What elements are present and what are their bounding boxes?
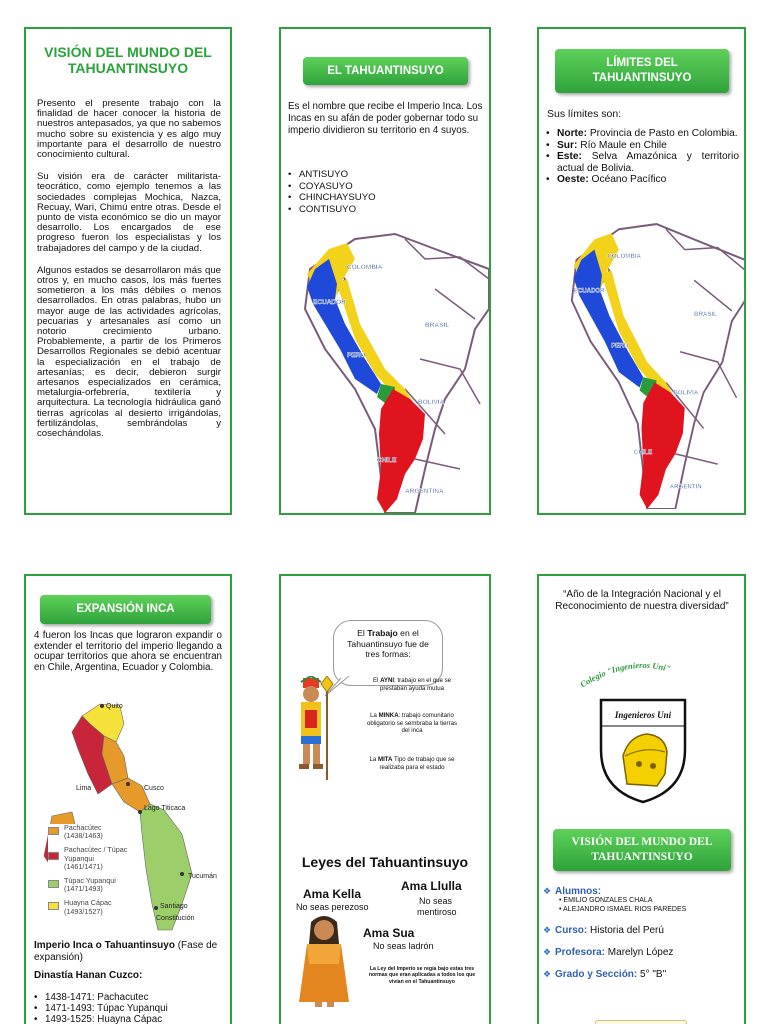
map-label-colombia: COLOMBIA xyxy=(607,252,641,260)
place-constitucion: Constitución xyxy=(156,915,195,922)
legend-years: (1471/1493) xyxy=(64,884,103,894)
banner-portada-line-2: TAHUANTINSUYO xyxy=(591,851,693,863)
limit-label: Oeste: xyxy=(557,174,589,185)
title-line-1: VISIÓN DEL MUNDO DEL xyxy=(44,44,212,60)
inca-woman-icon xyxy=(295,914,353,1008)
map-label-brasil: BRASIL xyxy=(425,322,450,329)
limit-item-sur xyxy=(544,140,739,152)
place-tucuman: Tucumán xyxy=(188,873,217,880)
panel-expansion xyxy=(24,574,232,1024)
trabajo-minka xyxy=(365,712,459,735)
inca-figure-icon xyxy=(287,676,337,788)
bubble-pre: El xyxy=(357,628,368,638)
panel-trabajo-leyes xyxy=(279,574,491,1024)
student-item: • EMILIO GONZALES CHALA xyxy=(559,897,653,904)
map-label-ecuador: ECUADOR xyxy=(313,299,346,306)
law-ama-sua-meaning: No seas ladrón xyxy=(373,941,434,951)
bubble-post: en el Tahuantinsuyo fue de tres formas: xyxy=(347,628,429,659)
limit-text: Selva Amazónica y territorio actual de Bolivia. xyxy=(557,151,739,174)
minka-bold: MINKA xyxy=(378,712,399,719)
ayni-pre: El xyxy=(372,677,381,684)
banner-limites-line-1: LÍMITES DEL xyxy=(606,57,678,69)
minka-text: : trabajo comunitario obligatorio se sembraba la tierras del inca xyxy=(366,712,458,735)
law-ama-llulla: Ama Llulla xyxy=(401,879,462,893)
expansion-caption xyxy=(34,940,226,963)
student-name: ALEJANDRO ISMAEL RIOS PAREDES xyxy=(563,905,687,913)
place-cusco: Cusco xyxy=(144,785,164,792)
place-lima: Lima xyxy=(76,785,92,792)
grade-value: 5° "B" xyxy=(640,969,667,980)
trabajo-ayni xyxy=(365,677,459,692)
place-santiago: Santiago xyxy=(160,903,188,910)
course-label: Curso: xyxy=(555,925,588,936)
limit-item-este xyxy=(544,151,739,174)
mita-bold: MITA xyxy=(378,756,393,763)
limit-text: Río Maule en Chile xyxy=(577,139,667,151)
mita-text: Tipo de trabajo que se realizaba para el estado xyxy=(379,756,455,771)
law-ama-llulla-meaning-2: mentiroso xyxy=(417,907,457,917)
panel-intro-title xyxy=(26,44,230,76)
map-label-bolivia: BOLIVIA xyxy=(418,399,445,406)
laws-title: Leyes del Tahuantinsuyo xyxy=(301,854,469,870)
intro-text xyxy=(37,99,221,439)
banner-limites xyxy=(555,49,729,93)
grade-row xyxy=(543,969,743,980)
limit-text: Provincia de Pasto en Colombia. xyxy=(587,128,738,139)
map-label-chile: CHILE xyxy=(633,448,653,456)
credits xyxy=(543,886,743,980)
students-list xyxy=(543,897,743,914)
legend-name: Túpac Yupanqui xyxy=(64,876,116,886)
banner-portada xyxy=(553,829,731,871)
school-arc-textpath: Colegio "Ingenieros Uni" xyxy=(578,659,672,690)
legend-swatch xyxy=(48,852,59,860)
place-quito: Quito xyxy=(106,703,123,710)
limit-text: Océano Pacífico xyxy=(588,174,667,185)
map-label-peru: PERU xyxy=(611,342,629,350)
bubble-text xyxy=(339,628,437,660)
banner-limites-line-2: TAHUANTINSUYO xyxy=(592,72,692,84)
suyos-map-svg xyxy=(285,229,489,513)
limit-label: Sur: xyxy=(557,139,578,151)
map-label-peru: PERU xyxy=(347,352,366,359)
legend-name: Pachacútec / Túpac Yupanqui xyxy=(64,845,128,863)
suyo-item: • CHINCHAYSUYO xyxy=(286,192,476,204)
banner-expansion: EXPANSIÓN INCA xyxy=(40,595,211,624)
legend-years: (1461/1471) xyxy=(64,861,103,871)
suyo-item: • CONTISUYO xyxy=(286,204,476,216)
law-ama-sua: Ama Sua xyxy=(363,926,415,940)
map-label-brasil: BRASIL xyxy=(694,310,717,319)
limit-label: Norte: xyxy=(557,128,587,139)
course-value: Historia del Perú xyxy=(590,925,664,936)
limit-label: Este: xyxy=(557,151,582,162)
mita-pre: La xyxy=(369,756,379,763)
expansion-legend xyxy=(48,824,130,916)
shield-text: Ingenieros Uni xyxy=(614,710,672,720)
students-row xyxy=(543,886,743,897)
map-label-colombia: COLOMBIA xyxy=(347,264,383,271)
ruler-item: • 1493-1525: Huayna Cápac xyxy=(32,1014,222,1024)
panel-limites xyxy=(537,27,746,515)
intro-paragraph-3: Algunos estados se desarrollaron más que otros y, en mucho casos, los más fuertes sometieron a los más débiles o menos desarrollados. En otras palabras, hubo un mayor auge de las actividades agrícolas, pecuarias y artesanales así como un notorio crecimiento urbano. Probablemente, a partir de los Primeros Desarrollos Regionales se debió acentuar la especialización en el trabajo de artesanías; es decir, debieron surgir artesanos especializados en cerámica, metalurgia-orfebrería, textilería y arquitectura. La tecnología hidráulica ganó tierras agrícolas al desierto irrigándolas, fertilizándolas, sembrándolas y cosechándolas. xyxy=(37,264,221,440)
limites-map-svg xyxy=(553,219,745,509)
bubble-bold: Trabajo xyxy=(367,628,398,638)
limit-item-norte xyxy=(544,128,739,140)
year-quote: “Año de la Integración Nacional y el Reconocimiento de nuestra diversidad” xyxy=(555,589,729,612)
limits-list xyxy=(544,128,739,186)
suyo-item: • COYASUYO xyxy=(286,181,476,193)
caption-rest: (Fase de expansión) xyxy=(34,940,218,963)
student-name: EMILIO GONZALES CHALA xyxy=(563,897,653,904)
ayni-bold: AYNI xyxy=(380,677,395,684)
teacher-row xyxy=(543,947,743,958)
law-ama-kella: Ama Kella xyxy=(303,887,362,901)
title-line-2: TAHUANTINSUYO xyxy=(67,60,189,76)
limites-map xyxy=(553,219,745,509)
school-shield-icon xyxy=(595,694,691,806)
map-label-ecuador: ECUADOR xyxy=(573,287,605,295)
banner-tahuantinsuyo: EL TAHUANTINSUYO xyxy=(303,57,468,85)
dynasty-title: Dinastía Hanan Cuzco: xyxy=(34,970,143,981)
map-label-bolivia: BOLIVIA xyxy=(673,389,699,397)
legend-item xyxy=(48,846,130,871)
laws-note: La Ley del Imperio se regía bajo estas tres normas que eran aplicadas a todos los que vivían en el Tahuantinsuyo xyxy=(368,966,476,985)
map-label-argentina: ARGENTINA xyxy=(405,488,444,495)
map-label-argentina: ARGENTIN xyxy=(669,483,702,491)
legend-swatch xyxy=(48,827,59,835)
ruler-item: • 1471-1493: Túpac Yupanqui xyxy=(32,1003,222,1014)
expansion-intro: 4 fueron los Incas que lograron expandir o extender el territorio del imperio llegando a ocupar territorios que ahora se encuentran en Chile, Argentina, Ecuador y Colombia. xyxy=(34,630,222,673)
students-label: Alumnos: xyxy=(555,886,602,897)
intro-paragraph-1: Presento el presente trabajo con la finalidad de hacer conocer la historia de nuestros antepasados, ya que no sabemos mucho sobre su existencia y es algo muy importante para el desarrollo de nuestro conocimiento cultural. xyxy=(37,98,221,161)
ayni-text: : trabajo en el que se prestaban ayuda mutua xyxy=(379,677,452,692)
legend-swatch xyxy=(48,880,59,888)
legend-name: Huayna Cápac xyxy=(64,898,112,908)
student-item: • ALEJANDRO ISMAEL RIOS PAREDES xyxy=(559,905,687,913)
map-label-chile: CHILE xyxy=(377,457,397,464)
legend-name: Pachacútec xyxy=(64,823,102,832)
limites-intro: Sus límites son: xyxy=(547,108,622,120)
suyos-map xyxy=(285,229,489,513)
panel-tahuantinsuyo xyxy=(279,27,491,515)
law-ama-kella-meaning: No seas perezoso xyxy=(296,902,369,912)
legend-item xyxy=(48,877,130,893)
suyo-item: • ANTISUYO xyxy=(286,169,476,181)
panel-intro xyxy=(24,27,232,515)
minka-pre: La xyxy=(370,712,379,719)
bottom-ornament xyxy=(595,1020,687,1024)
legend-years: (1438/1463) xyxy=(64,831,103,841)
course-row xyxy=(543,925,743,936)
school-name-arc xyxy=(575,652,711,692)
panel-portada xyxy=(537,574,746,1024)
trabajo-mita xyxy=(365,756,459,771)
legend-item xyxy=(48,824,130,840)
ruler-item: • 1438-1471: Pachacutec xyxy=(32,992,222,1003)
banner-portada-line-1: VISIÓN DEL MUNDO DEL xyxy=(571,836,713,848)
place-titicaca: Lago Titicaca xyxy=(144,805,186,812)
law-ama-llulla-meaning-1: No seas xyxy=(419,896,453,906)
suyos-list xyxy=(286,169,476,215)
teacher-value: Marelyn López xyxy=(607,947,674,958)
limit-item-oeste xyxy=(544,174,739,186)
intro-paragraph-2: Su visión era de carácter militarista-teocrático, como ejemplo tenemos a las sociedades complejas Mochica, Nazca, Recuay, Wari, Chimú entre otras. Desde el punto de vista económico se dio un mayor desarrollo. Los encargados de ese progreso fueron los especialistas y los trabajadores del campo y de la ciudad. xyxy=(37,171,221,254)
caption-bold: Imperio Inca o Tahuantinsuyo xyxy=(34,940,175,951)
rulers-list xyxy=(32,992,222,1024)
teacher-label: Profesora: xyxy=(555,947,606,958)
school-arc-text xyxy=(578,660,672,689)
tahuantinsuyo-intro: Es el nombre que recibe el Imperio Inca. Los Incas en su afán de poder gobernar todo su imperio dividieron su territorio en 4 suyos. xyxy=(288,101,483,136)
grade-label: Grado y Sección: xyxy=(555,969,638,980)
legend-years: (1493/1527) xyxy=(64,906,103,916)
legend-swatch xyxy=(48,902,59,910)
legend-item xyxy=(48,899,130,915)
